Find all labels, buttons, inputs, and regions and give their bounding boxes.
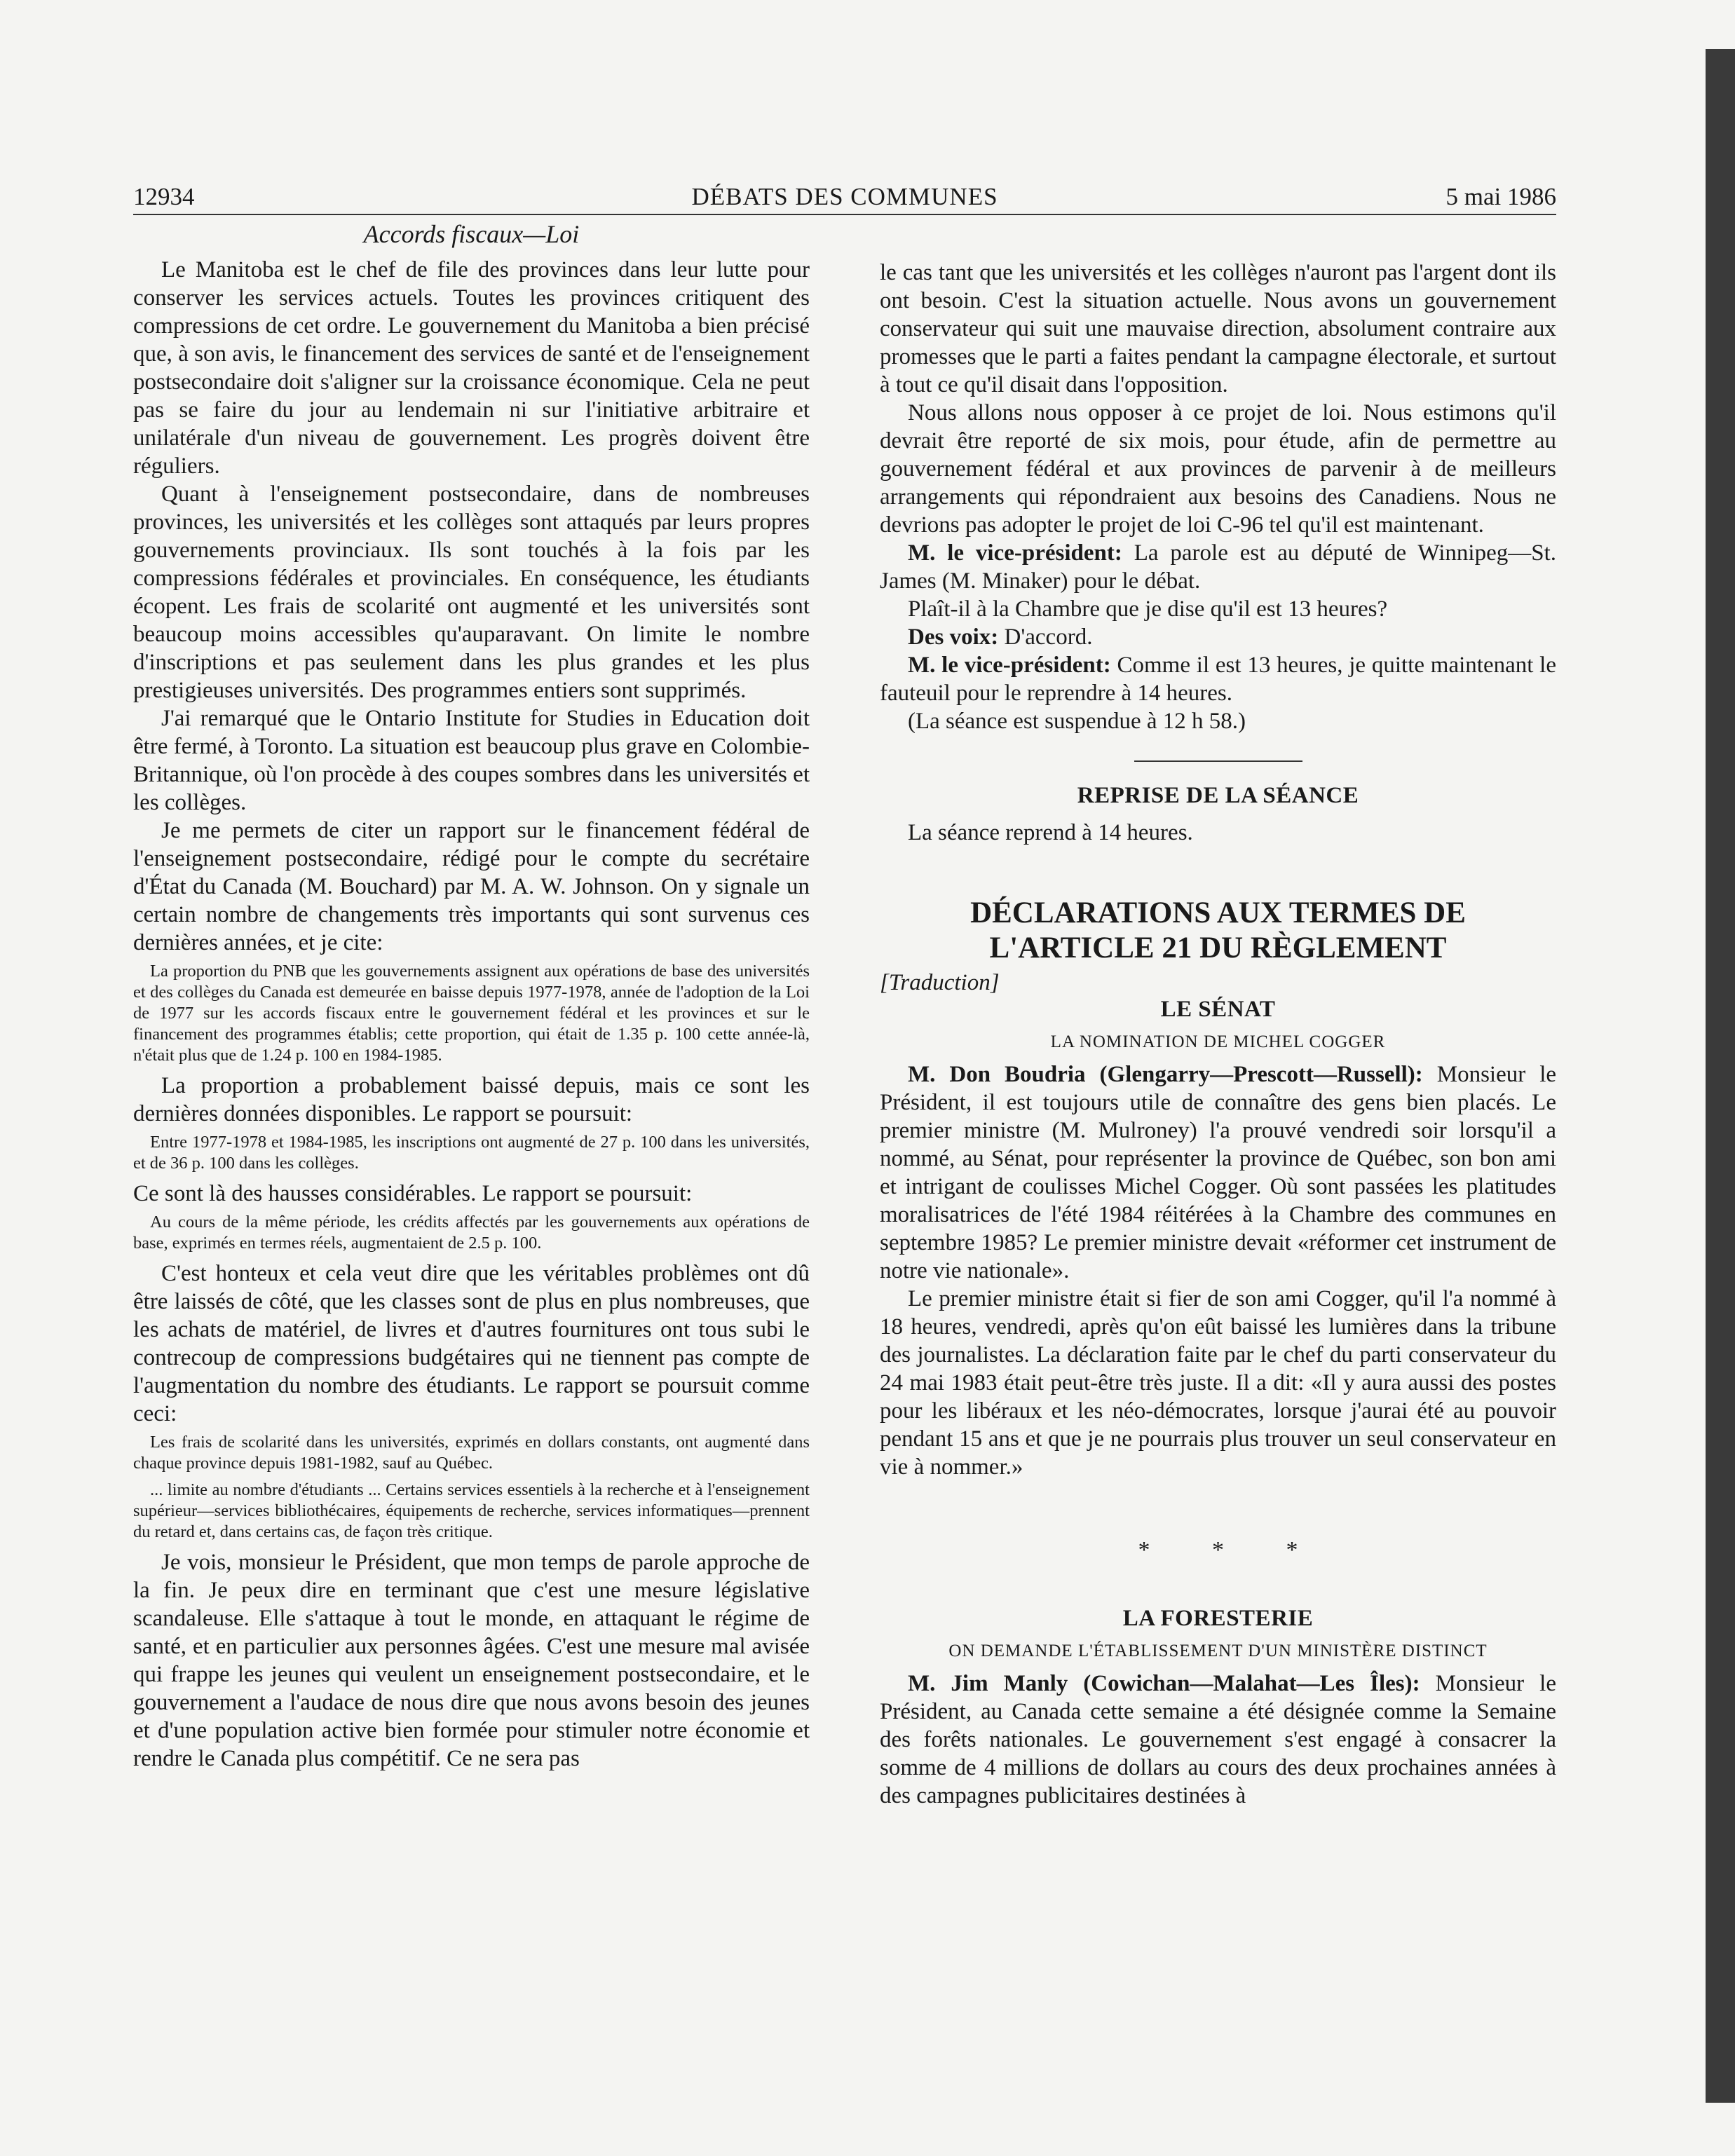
- section-title-line: DÉCLARATIONS AUX TERMES DE: [970, 896, 1466, 929]
- speech: [880, 651, 1556, 707]
- section-title-line: L'ARTICLE 21 DU RÈGLEMENT: [989, 932, 1447, 964]
- columns: [133, 217, 1556, 1810]
- section-subheading: ON DEMANDE L'ÉTABLISSEMENT D'UN MINISTÈRE DISTINCT: [948, 1642, 1488, 1660]
- paragraph: Je me permets de citer un rapport sur le financement fédéral de l'enseignement postsecondaire, rédigé pour le compte du secrétaire d'État du Canada (M. Bouchard) par M. A. W. Johnson. On y signale un certain nombre de changements très importants qui sont survenus ces dernières années, et je cite:: [133, 818, 810, 955]
- speech: [880, 539, 1556, 595]
- paragraph: Ce sont là des hausses considérables. Le rapport se poursuit:: [133, 1181, 693, 1206]
- translation-tag: [Traduction]: [880, 970, 1000, 995]
- section-heading: REPRISE DE LA SÉANCE: [1077, 783, 1359, 808]
- paragraph: Quant à l'enseignement postsecondaire, dans de nombreuses provinces, les universités et les collèges sont attaqués par leurs propres gouvernements provinciaux. Ils sont touchés à la fois par les compressions fédérales et provinciales. En conséquence, les étudiants écopent. Les frais de scolarité ont augmenté et les universités sont beaucoup moins accessibles qu'auparavant. On limite le nombre d'inscriptions et pas seulement dans les plus grandes et les plus prestigieuses universités. Des programmes entiers sont supprimés.: [133, 482, 810, 703]
- section-subheading: LA NOMINATION DE MICHEL COGGER: [1050, 1032, 1386, 1051]
- paragraph: le cas tant que les universités et les collèges n'auront pas l'argent dont ils ont besoin. C'est la situation actuelle. Nous avons un gouvernement conservateur qui suit une mauvaise direction, absolument contraire aux promesses que le parti a faites pendant la campagne électorale, et surtout à tout ce qu'il disait dans l'opposition.: [880, 260, 1556, 397]
- block-quote: Les frais de scolarité dans les universités, exprimés en dollars constants, ont augmenté dans chaque province depuis 1981-1982, sauf au Québec.: [133, 1433, 810, 1473]
- speaker-name: M. Jim Manly (Cowichan—Malahat—Les Îles):: [908, 1671, 1420, 1696]
- running-head: Accords fiscaux—Loi: [363, 220, 580, 248]
- block-quote: ... limite au nombre d'étudiants ... Certains services essentiels à la recherche et à l'enseignement supérieur—services bibliothécaires, équipements de recherche, services informatiques—prennent du retard et, dans certains cas, de façon très critique.: [133, 1480, 810, 1541]
- left-column: [133, 217, 810, 1810]
- speech-text: Monsieur le Président, au Canada cette semaine a été désignée comme la Semaine des forêts nationales. Le gouvernement s'est engagé à consacrer la somme de 4 millions de dollars au cours des deux prochaines années à des campagnes publicitaires destinées à: [880, 1671, 1556, 1808]
- block-quote: La proportion du PNB que les gouvernements assignent aux opérations de base des universités et des collèges du Canada est demeurée en baisse depuis 1977-1978, année de l'adoption de la Loi de 1977 sur les accords fiscaux entre le gouvernement fédéral et les provinces et sur le financement des programmes établis; cette proportion, qui était de 1.35 p. 100 cette année-là, n'était plus que de 1.24 p. 100 en 1984-1985.: [133, 962, 810, 1065]
- speech: [880, 623, 1556, 651]
- paragraph: Nous allons nous opposer à ce projet de loi. Nous estimons qu'il devrait être reporté de six mois, pour étude, afin de permettre au gouvernement fédéral et aux provinces de parvenir à de meilleurs arrangements qui répondraient aux besoins des Canadiens. Nous ne devrions pas adopter le projet de loi C-96 tel qu'il est maintenant.: [880, 400, 1556, 538]
- speech: [880, 1670, 1556, 1810]
- speaker-name: M. Don Boudria (Glengarry—Prescott—Russell):: [908, 1062, 1423, 1087]
- publication-title: DÉBATS DES COMMUNES: [691, 183, 998, 210]
- page-number: 12934: [133, 183, 195, 210]
- paragraph: Le premier ministre était si fier de son ami Cogger, qu'il l'a nommé à 18 heures, vendredi, après qu'on eût baissé les lumières dans la tribune des journalistes. La déclaration faite par le chef du parti conservateur du 24 mai 1983 était peut-être très juste. Il a dit: «Il y aura aussi des postes pour les libéraux et les néo-démocrates, lorsque j'aurai été au pouvoir pendant 15 ans et que je ne pourrais plus trouver un seul conservateur en vie à nommer.»: [880, 1286, 1556, 1480]
- speech-text: Comme il est 13 heures, je quitte maintenant le fauteuil pour le reprendre à 14 heures.: [880, 653, 1557, 706]
- scan-edge: [1706, 49, 1735, 2103]
- paragraph: La séance reprend à 14 heures.: [908, 820, 1193, 845]
- section-stars: * * *: [1138, 1537, 1326, 1563]
- right-column: [880, 217, 1556, 1810]
- paragraph: Le Manitoba est le chef de file des provinces dans leur lutte pour conserver les services actuels. Toutes les provinces critiquent des compressions de cet ordre. Le gouvernement du Manitoba a bien précisé que, à son avis, le financement des services de santé et de l'enseignement postsecondaire doit s'aligner sur la croissance économique. Cela ne peut pas se faire du jour au lendemain ni sur l'initiative arbitraire et unilatérale d'un niveau de gouvernement. Les progrès doivent être réguliers.: [133, 257, 810, 479]
- section-title: [880, 896, 1556, 966]
- section-heading: LE SÉNAT: [1160, 997, 1276, 1022]
- block-quote: Au cours de la même période, les crédits affectés par les gouvernements aux opérations de base, exprimés en termes réels, augmentaient de 2.5 p. 100.: [133, 1213, 810, 1253]
- paragraph: (La séance est suspendue à 12 h 58.): [908, 709, 1246, 734]
- speaker-name: Des voix:: [908, 625, 999, 650]
- speech-text: Monsieur le Président, il est toujours utile de connaître des gens bien placés. Le premier ministre (M. Mulroney) l'a prouvé vendredi soir lorsqu'il a nommé, au Sénat, pour représenter la province de Québec, son bon ami et intrigant de coulisses Michel Cogger. Où sont passées les platitudes moralisatrices de l'été 1984 réitérées à la Chambre des communes en septembre 1985? Le premier ministre devait «réformer cet instrument de notre vie nationale».: [880, 1062, 1557, 1283]
- publication-date: 5 mai 1986: [1445, 183, 1556, 210]
- paragraph: C'est honteux et cela veut dire que les véritables problèmes ont dû être laissés de côté, que les classes sont de plus en plus nombreuses, que les achats de matériel, de livres et d'autres fournitures ont tous subi le contrecoup de compressions budgétaires qui ne tiennent pas compte de l'augmentation du nombre des étudiants. Le rapport se poursuit comme ceci:: [133, 1261, 810, 1426]
- speaker-name: M. le vice-président:: [908, 653, 1111, 678]
- speech-text: La parole est au député de Winnipeg—St. James (M. Minaker) pour le débat.: [880, 540, 1557, 594]
- speaker-name: M. le vice-président:: [908, 540, 1122, 566]
- paragraph: J'ai remarqué que le Ontario Institute for Studies in Education doit être fermé, à Toronto. La situation est beaucoup plus grave en Colombie-Britannique, où l'on procède à des coupes sombres dans les universités et les collèges.: [133, 706, 810, 815]
- paragraph: Plaît-il à la Chambre que je dise qu'il est 13 heures?: [908, 596, 1388, 622]
- page: [133, 179, 1556, 1810]
- speech: [880, 1060, 1556, 1285]
- paragraph: Je vois, monsieur le Président, que mon temps de parole approche de la fin. Je peux dire en terminant que c'est une mesure législative scandaleuse. Elle s'attaque à tout le monde, en attaquant le régime de santé, et en particulier aux personnes âgées. C'est une mesure mal avisée qui frappe les jeunes qui veulent un enseignement postsecondaire, et le gouvernement a l'audace de nous dire que nous avons besoin des jeunes et d'une population active bien formée pour stimuler notre économie et rendre le Canada plus compétitif. Ce ne sera pas: [133, 1550, 810, 1771]
- speech-text: D'accord.: [1004, 625, 1093, 650]
- paragraph: La proportion a probablement baissé depuis, mais ce sont les dernières données disponibles. Le rapport se poursuit:: [133, 1073, 810, 1126]
- section-divider: [1134, 760, 1302, 762]
- page-header: [133, 179, 1556, 215]
- section-heading: LA FORESTERIE: [1122, 1606, 1314, 1631]
- block-quote: Entre 1977-1978 et 1984-1985, les inscriptions ont augmenté de 27 p. 100 dans les universités, et de 36 p. 100 dans les collèges.: [133, 1133, 810, 1173]
